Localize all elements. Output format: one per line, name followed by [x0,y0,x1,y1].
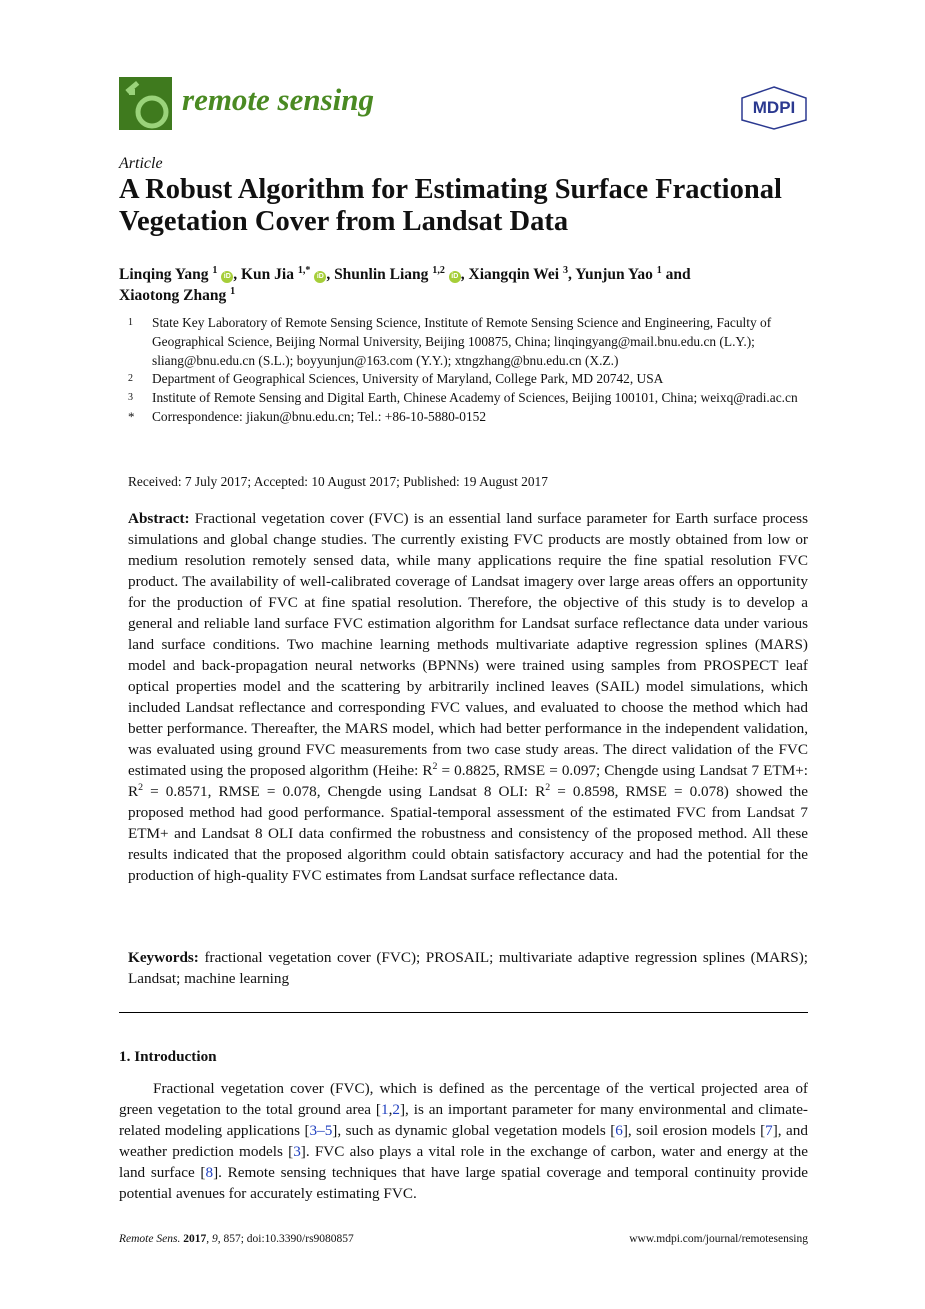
introduction-paragraph: Fractional vegetation cover (FVC), which is defined as the percentage of the vertical projected area of green vegetation to the total ground area [1,2], is an important parameter for many environmental and climate-related modeling applications [3–5], such as dynamic global vegetation models [6], soil erosion models [7], and weather prediction models [3]. FVC also plays a vital role in the exchange of carbon, water and energy at the land surface [8]. Remote sensing techniques that have large spatial coverage and temporal continuity provide potential avenues for accurately estimating FVC. [119,1080,808,1202]
citation-link[interactable]: 6 [615,1122,623,1139]
affiliation: 3 Institute of Remote Sensing and Digital Earth, Chinese Academy of Sciences, Beijing 100101, China; weixq@radi.ac.cn [128,390,798,406]
citation-link[interactable]: 7 [765,1122,773,1139]
citation-link[interactable]: 3 [293,1143,301,1160]
journal-logo-icon [119,77,172,130]
svg-text:MDPI: MDPI [752,98,796,117]
author-list: Linqing Yang $^1$ iD , Kun Jia $^{1,*}$ iD , Shunlin Liang $^{1,2}$ iD , Xiangqin Wei $^3$, Yunjun Yao $^1$ and Xiaotong Zhang $^1$ [119,264,691,304]
author: Xiangqin Wei [468,266,560,283]
citation-footer: Remote Sens. 2017, 9, 857; doi:10.3390/rs9080857 [119,1233,354,1245]
citation-link[interactable]: 3–5 [309,1122,333,1139]
journal-name: remote sensing [182,82,375,117]
citation-link[interactable]: 1 [381,1101,389,1118]
section-heading: 1. Introduction [119,1048,217,1065]
paper-title: A Robust Algorithm for Estimating Surface Fractional Vegetation Cover from Landsat Data [119,174,782,237]
orcid-icon[interactable]: iD [221,271,233,283]
author: Kun Jia [241,266,294,283]
mdpi-logo [740,86,808,130]
affiliations [128,314,808,427]
publication-dates: Received: 7 July 2017; Accepted: 10 August 2017; Published: 19 August 2017 [128,474,548,489]
correspondence: * Correspondence: jiakun@bnu.edu.cn; Tel.: +86-10-5880-0152 [128,408,487,424]
affiliation: 2 Department of Geographical Sciences, University of Maryland, College Park, MD 20742, USA [128,371,664,387]
citation-link[interactable]: 8 [205,1164,214,1181]
author: Yunjun Yao [575,266,653,283]
journal-url[interactable]: www.mdpi.com/journal/remotesensing [629,1233,808,1245]
orcid-icon[interactable]: iD [314,271,326,283]
citation-link[interactable]: 2 [392,1101,400,1118]
affiliation: 1 State Key Laboratory of Remote Sensing Science, Institute of Remote Sensing Science and Engineering, Faculty of Geographical Science, Beijing Normal University, Beijing 100875, China; linqingyang@mail.bnu.edu.cn (L.Y.); sliang@bnu.edu.cn (S.L.); boyyunjun@163.com (Y.Y.); xtngzhang@bnu.edu.cn (X.Z.) [128,315,772,368]
author: Xiaotong Zhang [119,287,227,304]
divider [119,1012,808,1013]
article-type: Article [119,155,163,172]
abstract: Abstract: Fractional vegetation cover (FVC) is an essential land surface parameter for Earth surface process simulations and global change studies. The currently existing FVC products are mostly obtained from low or medium resolution remotely sensed data, while many applications require the fine spatial resolution FVC product. The availability of well-calibrated coverage of Landsat imagery over large areas offers an opportunity for the production of FVC at fine spatial resolution. Therefore, the objective of this study is to develop a general and reliable land surface FVC estimation algorithm for Landsat surface reflectance data under various land surface conditions. Two machine learning methods multivariate adaptive regression splines (MARS) model and back-propagation neural networks (BPNNs) were trained using samples from PROSPECT leaf optical properties model and the scattering by arbitrarily inclined leaves (SAIL) model simulations, which included Landsat reflectance and corresponding FVC values, and evaluated to choose the method which had better performance. Thereafter, the MARS model, which had better performance in the independent validation, was evaluated using ground FVC measurements from two case study areas. The direct validation of the FVC estimated using the proposed algorithm (Heihe: $R^2 = 0.8825$, RMSE = 0.097; Chengde using Landsat 7 ETM+: $R^2 = 0.8571$, RMSE = 0.078, Chengde using Landsat 8 OLI: $R^2 = 0.8598$, RMSE = 0.078) showed the proposed method had good performance. Spatial-temporal assessment of the estimated FVC from Landsat 7 ETM+ and Landsat 8 OLI data confirmed the robustness and consistency of the proposed method. All these results indicated that the proposed algorithm could obtain satisfactory accuracy and had the potential for the production of high-quality FVC estimates from Landsat surface reflectance data. [128,510,808,884]
author: Shunlin Liang [334,266,429,283]
orcid-icon[interactable]: iD [449,271,461,283]
author: Linqing Yang [119,266,209,283]
keywords: Keywords: fractional vegetation cover (FVC); PROSAIL; multivariate adaptive regression splines (MARS); Landsat; machine learning [128,949,808,987]
